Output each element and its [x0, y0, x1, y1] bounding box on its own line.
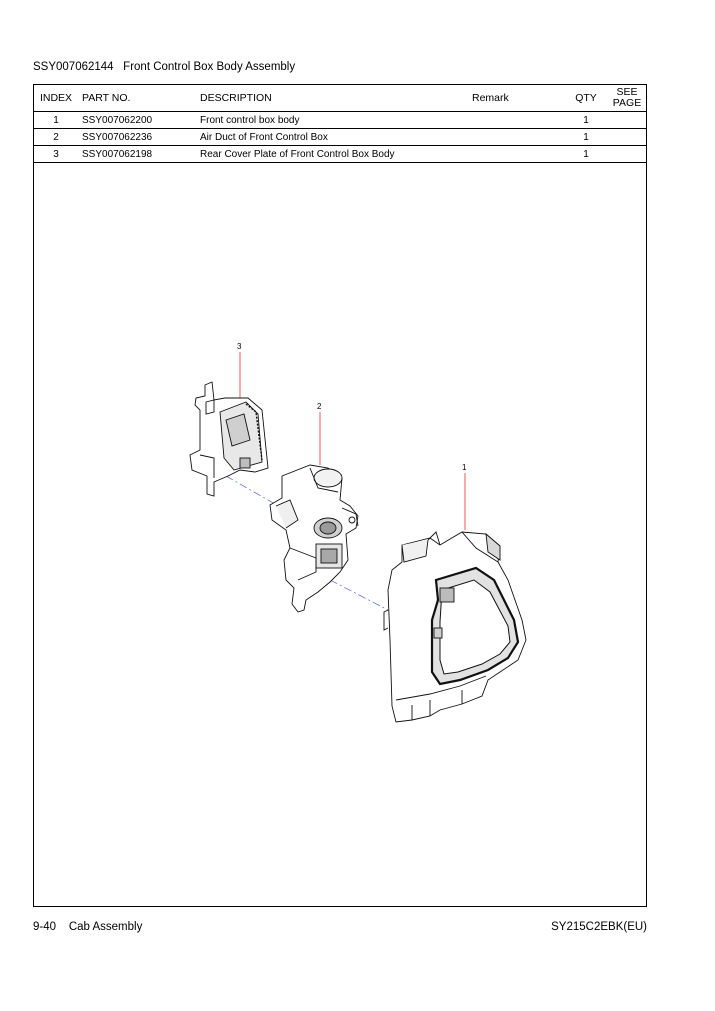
col-see-page-line1: SEE	[616, 86, 638, 98]
row-part-no: SSY007062200	[78, 112, 196, 129]
row-index: 2	[34, 129, 78, 146]
row-index: 3	[34, 146, 78, 163]
row-part-no: SSY007062198	[78, 146, 196, 163]
model-code: SY215C2EBK(EU)	[551, 921, 647, 933]
assembly-name: Front Control Box Body Assembly	[123, 61, 296, 73]
row-description: Front control box body	[196, 112, 468, 129]
row-index: 1	[34, 112, 78, 129]
col-remark: Remark	[468, 85, 564, 112]
row-description: Rear Cover Plate of Front Control Box Body	[196, 146, 468, 163]
assembly-code: SSY007062144	[33, 61, 114, 73]
col-qty: QTY	[564, 85, 608, 112]
part-2-air-duct	[270, 465, 358, 612]
page-number: 9-40	[33, 921, 57, 933]
part-1-control-box-body	[384, 532, 526, 722]
callout-1: 1	[462, 463, 467, 472]
callout-3: 3	[237, 342, 242, 351]
callout-2: 2	[317, 402, 322, 411]
row-qty: 1	[564, 146, 608, 163]
row-description: Air Duct of Front Control Box	[196, 129, 468, 146]
section-name: Cab Assembly	[68, 921, 143, 933]
col-see-page-line2: PAGE	[612, 97, 642, 109]
row-part-no: SSY007062236	[78, 129, 196, 146]
col-description: DESCRIPTION	[196, 85, 468, 112]
row-qty: 1	[564, 112, 608, 129]
row-qty: 1	[564, 129, 608, 146]
assembly-axis-2-1	[330, 580, 392, 612]
part-3-rear-cover-plate	[190, 382, 268, 496]
footer-left	[33, 921, 142, 933]
col-part-no: PART NO.	[78, 85, 196, 112]
col-index: INDEX	[34, 85, 78, 112]
